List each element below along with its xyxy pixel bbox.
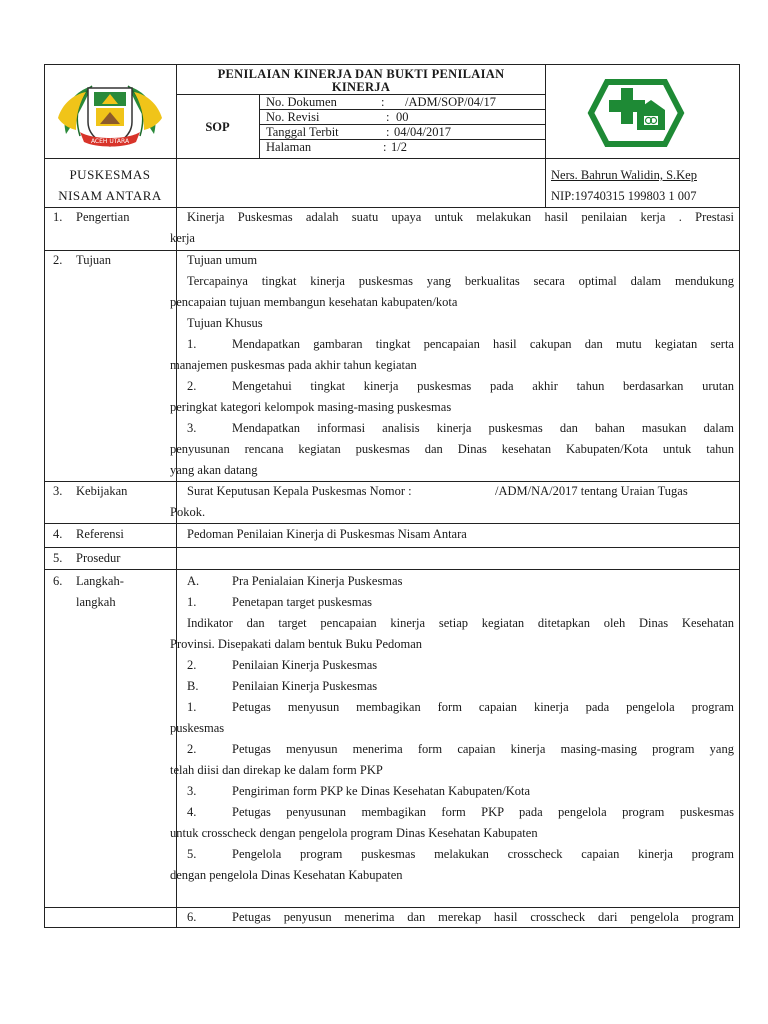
- khusus-item2-line1: Mengetahui tingkat kinerja puskesmas pada akhir tahun berdasarkan urutan: [232, 379, 734, 393]
- row-divider-prosedur: [44, 569, 740, 570]
- section-label-pengertian: Pengertian: [76, 210, 130, 224]
- step-b2-line2: telah diisi dan direkap ke dalam form PKP: [170, 763, 383, 777]
- row-divider-tujuan: [44, 481, 740, 482]
- referensi-line1: Pedoman Penilaian Kinerja di Puskesmas Nisam Antara: [187, 527, 467, 541]
- puskesmas-logo: [587, 78, 685, 148]
- sop-label: SOP: [205, 120, 230, 134]
- meta-sep-dokumen: :: [381, 95, 385, 109]
- meta-sep-revisi: :: [386, 110, 390, 124]
- step-number: 2.: [187, 658, 197, 672]
- aceh-utara-logo: [52, 74, 168, 154]
- kebijakan-line2: Pokok.: [170, 505, 206, 519]
- table-border-right: [739, 64, 740, 928]
- step-letter: B.: [187, 679, 199, 693]
- step-b1-line1: Petugas menyusun membagikan form capaian kinerja pada pengelola program: [232, 700, 734, 714]
- khusus-item1-line1: Mendapatkan gambaran tingkat pencapaian hasil cakupan dan mutu kegiatan serta: [232, 337, 734, 351]
- khusus-item3-line1: Mendapatkan informasi analisis kinerja puskesmas dan bahan masukan dalam: [232, 421, 734, 435]
- step-b4-line2: untuk crosscheck dengan pengelola program Dinas Kesehatan Kabupaten: [170, 826, 538, 840]
- meta-label-revisi: No. Revisi: [266, 110, 320, 124]
- section-number: 1.: [53, 210, 63, 224]
- meta-value-terbit: 04/04/2017: [394, 125, 451, 139]
- meta-value-halaman: 1/2: [391, 140, 407, 154]
- column-divider-1: [176, 64, 177, 928]
- pengertian-text-line2: kerja: [170, 231, 195, 245]
- khusus-item2-line2: peringkat kategori kelompok masing-masing puskesmas: [170, 400, 452, 414]
- meta-value-dokumen: /ADM/SOP/04/17: [405, 95, 496, 109]
- doc-title-line1: PENILAIAN KINERJA DAN BUKTI PENILAIAN: [217, 67, 505, 81]
- row-divider-kebijakan: [44, 523, 740, 524]
- step-number: 6.: [187, 910, 197, 924]
- step-number: 1.: [187, 700, 197, 714]
- kebijakan-line1b: /ADM/NA/2017 tentang Uraian Tugas: [495, 484, 688, 498]
- khusus-item3-line3: yang akan datang: [170, 463, 258, 477]
- khusus-item3-line2: penyusunan rencana kegiatan puskesmas dan Dinas kesehatan Kabupaten/Kota untuk tahun: [170, 442, 734, 456]
- section-label-tujuan: Tujuan: [76, 253, 111, 267]
- row-divider-pengertian: [44, 250, 740, 251]
- step-a1-text: Penetapan target puskesmas: [232, 595, 373, 609]
- step-a-text: Pra Penialaian Kinerja Puskesmas: [232, 574, 403, 588]
- step-a2-text: Penilaian Kinerja Puskesmas: [232, 658, 378, 672]
- header-bottom: [44, 207, 740, 208]
- org-name-line1: PUSKESMAS: [69, 167, 151, 182]
- table-border-bottom: [44, 927, 740, 928]
- step-b2-line1: Petugas menyusun menerima form capaian kinerja masing-masing program yang: [232, 742, 734, 756]
- section-number: 6.: [53, 574, 63, 588]
- step-b-text: Penilaian Kinerja Puskesmas: [232, 679, 378, 693]
- table-border-top: [44, 64, 740, 65]
- meta-sep-halaman: :: [383, 140, 387, 154]
- khusus-item1-line2: manajemen puskesmas pada akhir tahun kegiatan: [170, 358, 417, 372]
- section-number: 3.: [53, 484, 63, 498]
- tujuan-umum-line2: pencapaian tujuan membangun kesehatan kabupaten/kota: [170, 295, 458, 309]
- doc-title-line2: KINERJA: [331, 80, 391, 94]
- row-divider-referensi: [44, 547, 740, 548]
- row-divider-page-break: [44, 907, 740, 908]
- meta-sep-terbit: :: [386, 125, 390, 139]
- step-b1-line2: puskesmas: [170, 721, 225, 735]
- meta-label-halaman: Halaman: [266, 140, 312, 154]
- step-a1-para-line2: Provinsi. Disepakati dalam bentuk Buku Pedoman: [170, 637, 423, 651]
- section-label-langkah-2: langkah: [76, 595, 116, 609]
- kebijakan-line1a: Surat Keputusan Kepala Puskesmas Nomor :: [187, 484, 412, 498]
- section-label-prosedur: Prosedur: [76, 551, 121, 565]
- step-a1-para-line1: Indikator dan target pencapaian kinerja setiap kegiatan ditetapkan oleh Dinas Kesehatan: [187, 616, 734, 630]
- section-number: 5.: [53, 551, 63, 565]
- tujuan-umum-line1: Tercapainya tingkat kinerja puskesmas yang berkualitas secara optimal dalam mendukung: [187, 274, 734, 288]
- header-divider-sop: [259, 94, 260, 158]
- meta-label-dokumen: No. Dokumen: [266, 95, 337, 109]
- step-number: 4.: [187, 805, 197, 819]
- step-b6-line1: Petugas penyusun menerima dan merekap hasil crosscheck dari pengelola program: [232, 910, 734, 924]
- signer-name: Ners. Bahrun Walidin, S.Kep: [551, 168, 697, 182]
- step-number: 3.: [187, 784, 197, 798]
- step-letter: A.: [187, 574, 200, 588]
- section-number: 4.: [53, 527, 63, 541]
- khusus-item-number: 1.: [187, 337, 197, 351]
- section-number: 2.: [53, 253, 63, 267]
- logo-ribbon-text: ACEH UTARA: [90, 138, 130, 145]
- section-label-referensi: Referensi: [76, 527, 124, 541]
- meta-value-revisi: 00: [396, 110, 409, 124]
- step-b5-line2: dengan pengelola Dinas Kesehatan Kabupaten: [170, 868, 403, 882]
- step-number: 2.: [187, 742, 197, 756]
- header-logo-row-bottom: [44, 158, 740, 159]
- section-label-kebijakan: Kebijakan: [76, 484, 128, 498]
- khusus-item-number: 3.: [187, 421, 197, 435]
- meta-label-terbit: Tanggal Terbit: [266, 125, 339, 139]
- pengertian-text-line1: Kinerja Puskesmas adalah suatu upaya untuk melakukan hasil penilaian kerja . Prestasi: [187, 210, 734, 224]
- signer-nip: NIP:19740315 199803 1 007: [551, 189, 697, 203]
- tujuan-khusus-heading: Tujuan Khusus: [187, 316, 263, 330]
- org-name-line2: NISAM ANTARA: [58, 188, 162, 203]
- step-number: 5.: [187, 847, 197, 861]
- tujuan-umum-heading: Tujuan umum: [187, 253, 258, 267]
- step-number: 1.: [187, 595, 197, 609]
- khusus-item-number: 2.: [187, 379, 197, 393]
- step-b5-line1: Pengelola program puskesmas melakukan crosscheck capaian kinerja program: [232, 847, 734, 861]
- step-b3-line1: Pengiriman form PKP ke Dinas Kesehatan Kabupaten/Kota: [232, 784, 531, 798]
- section-label-langkah-1: Langkah-: [76, 574, 124, 588]
- step-b4-line1: Petugas penyusunan membagikan form PKP pada pengelola program puskesmas: [232, 805, 734, 819]
